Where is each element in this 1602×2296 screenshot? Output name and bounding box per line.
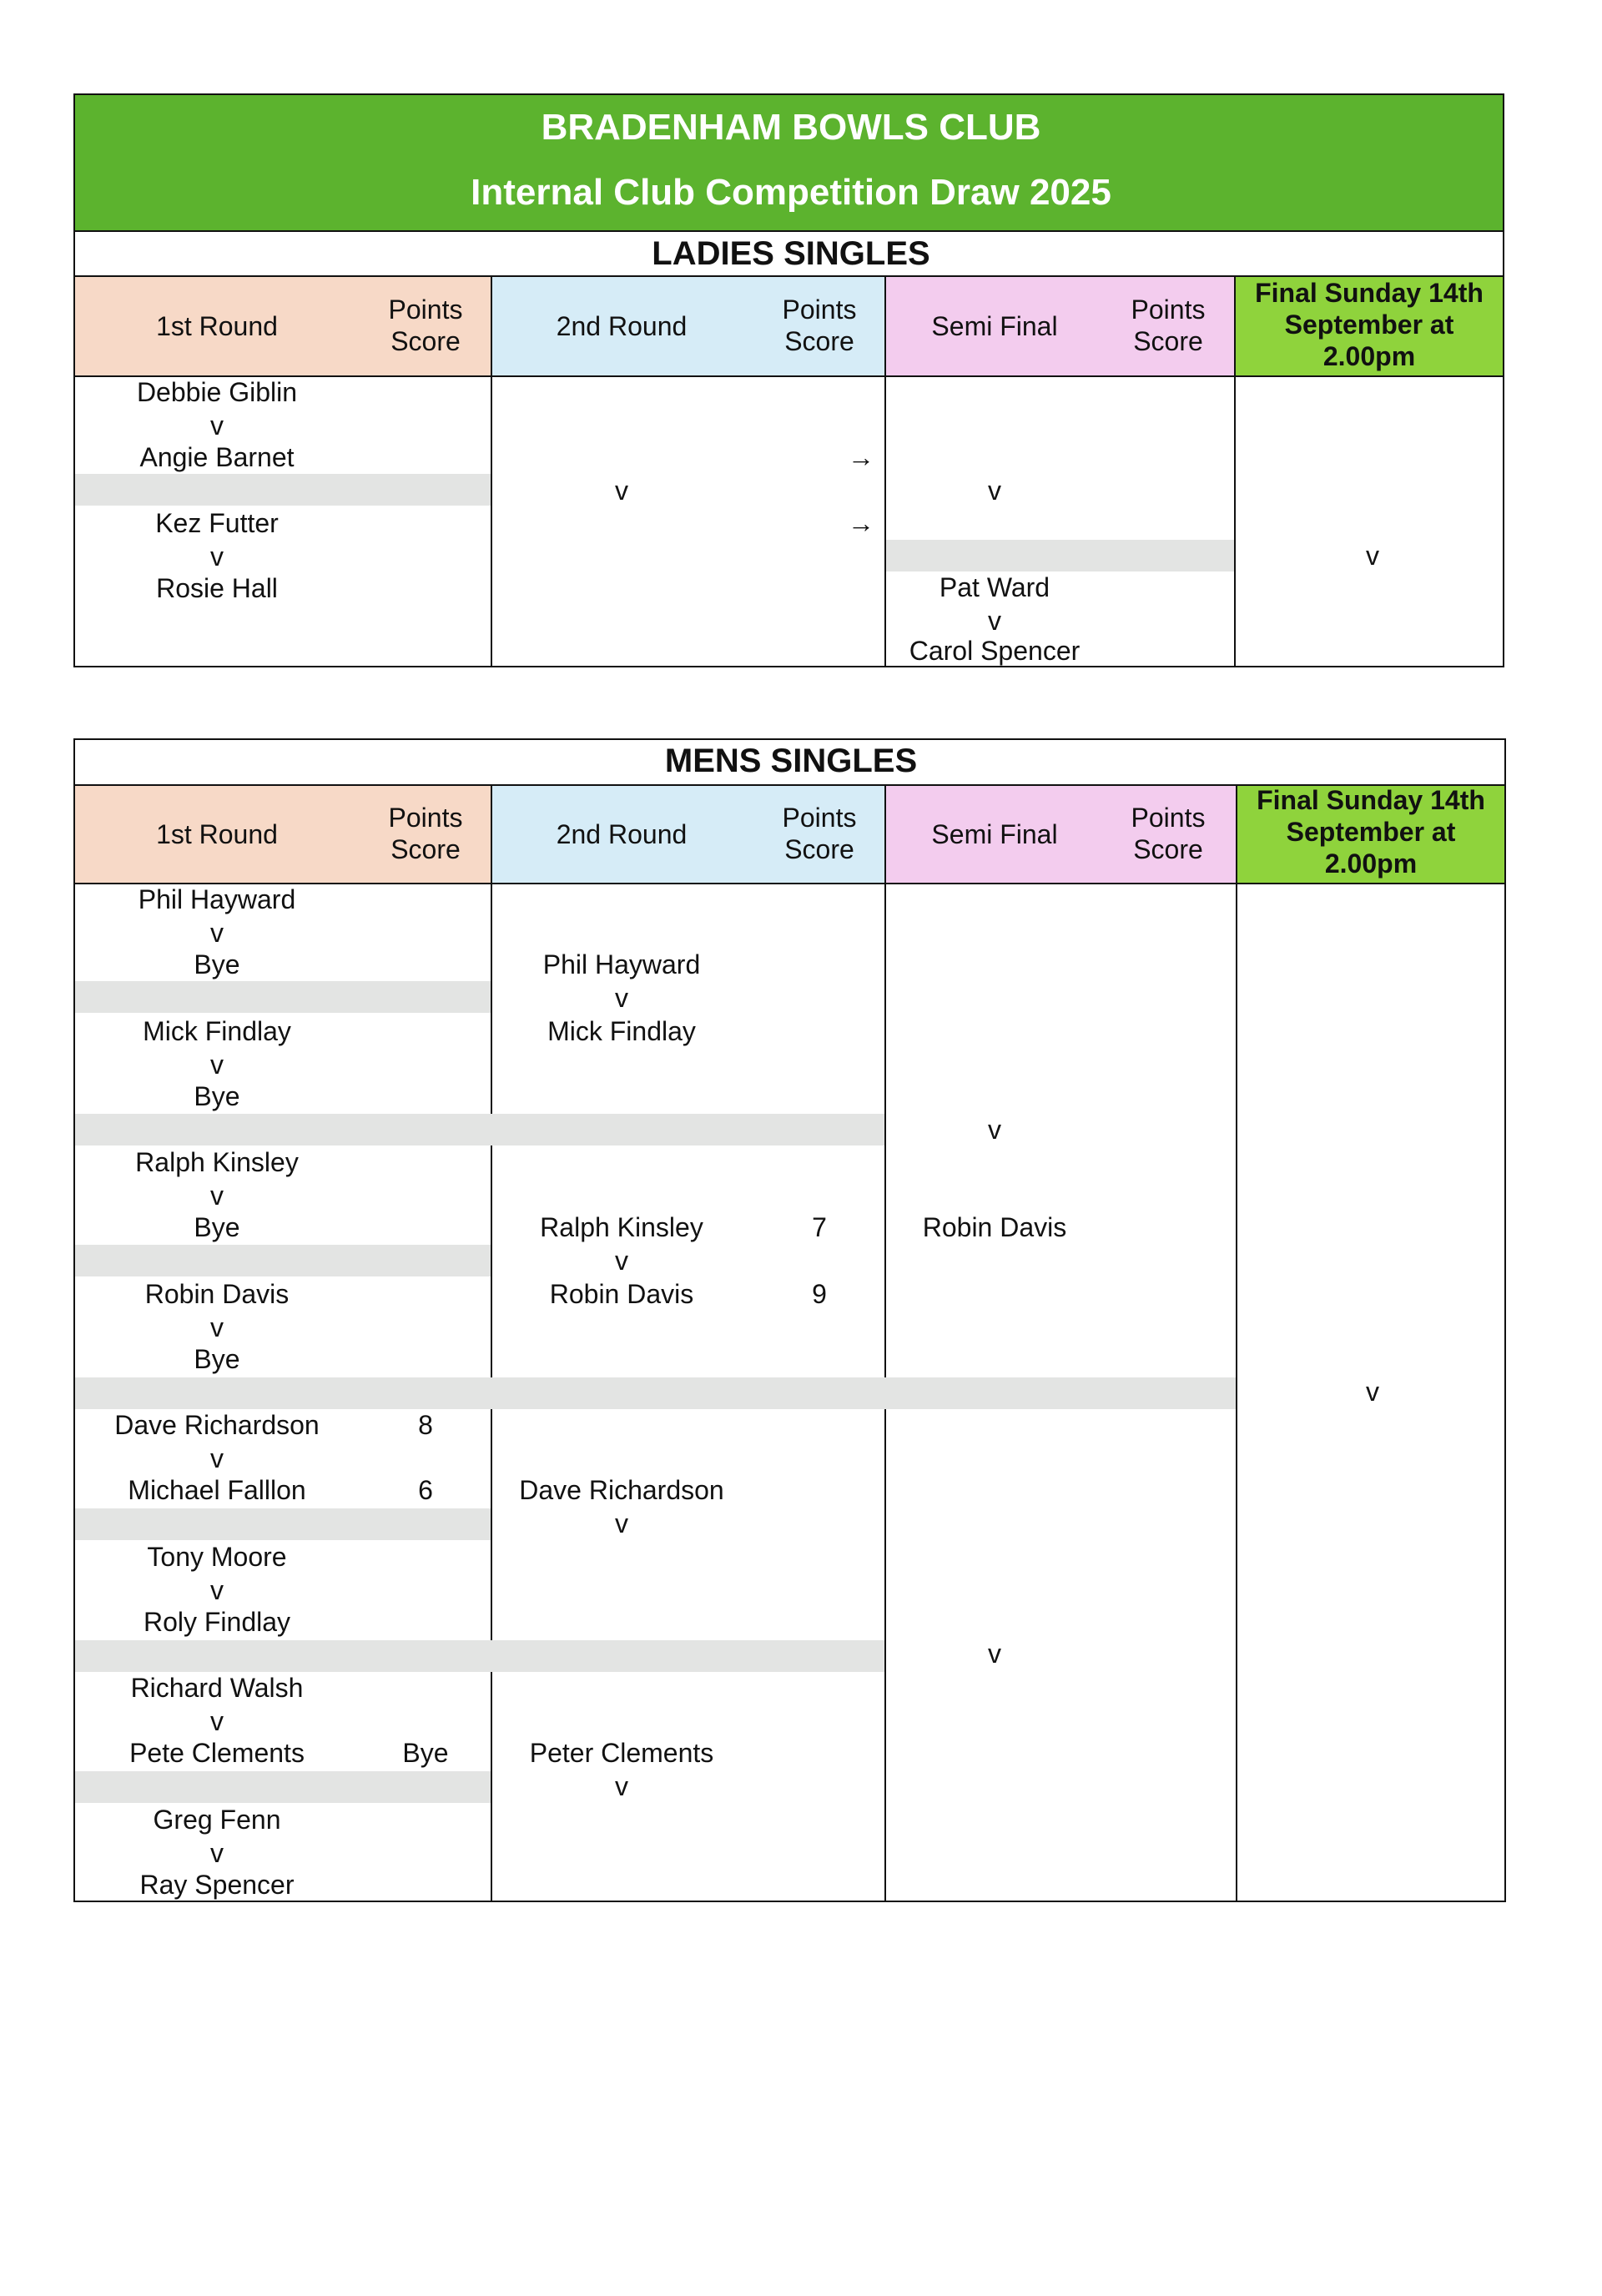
mens-final-label: Final Sunday 14th September at 2.00pm (1257, 785, 1485, 879)
ladies-semi-versus-2: v (988, 606, 1001, 636)
mens-r1-m6-player1: Tony Moore (147, 1542, 287, 1572)
ladies-semi-player1: Pat Ward (939, 572, 1050, 602)
mens-r1-m2-versus: v (210, 1050, 224, 1080)
mens-r1-m7-player2: Pete Clements (129, 1738, 305, 1768)
mens-r2-m4-versus: v (615, 1771, 628, 1801)
mens-r1-m8-player1: Greg Fenn (153, 1805, 281, 1835)
mens-r1-m7-score2: Bye (402, 1738, 449, 1768)
mens-r2-m1-player2: Mick Findlay (547, 1016, 696, 1046)
ladies-round1-label: 1st Round (156, 311, 278, 341)
mens-semi-points-label: Points Score (1131, 803, 1206, 864)
ladies-r1-m2-player1: Kez Futter (155, 508, 279, 538)
ladies-title: LADIES SINGLES (652, 235, 930, 272)
mens-semi-label: Semi Final (931, 819, 1058, 849)
ladies-semi-label: Semi Final (931, 311, 1058, 341)
ladies-semi-player2: Carol Spencer (909, 636, 1081, 666)
club-name: BRADENHAM BOWLS CLUB (541, 107, 1041, 148)
mens-r1-m5-score1: 8 (418, 1410, 433, 1440)
mens-r1-m5-versus: v (210, 1443, 224, 1473)
mens-r1-m6-versus: v (210, 1575, 224, 1605)
mens-r1-m7-player1: Richard Walsh (130, 1673, 304, 1703)
ladies-r2-arrow-2: → (848, 508, 874, 538)
mens-r1-m6-player2: Roly Findlay (143, 1607, 291, 1637)
mens-r1-m7-versus: v (210, 1706, 224, 1736)
ladies-round2-points-label: Points Score (782, 295, 857, 356)
ladies-r2-arrow-1: → (848, 442, 874, 472)
mens-round1-label: 1st Round (156, 819, 278, 849)
mens-r2-m2-score2: 9 (812, 1279, 827, 1309)
mens-r1-m8-player2: Ray Spencer (139, 1870, 295, 1900)
ladies-semi-points-label: Points Score (1131, 295, 1206, 356)
mens-round2-label: 2nd Round (556, 819, 688, 849)
mens-round2-points-label: Points Score (782, 803, 857, 864)
mens-title: MENS SINGLES (664, 743, 918, 779)
mens-semi-versus-1: v (988, 1115, 1001, 1145)
ladies-semi-versus-1: v (988, 476, 1001, 506)
mens-r2-m1-player1: Phil Hayward (542, 949, 701, 979)
ladies-r2-versus: v (615, 476, 628, 506)
mens-r1-m8-versus: v (210, 1838, 224, 1868)
mens-r2-m2-versus: v (615, 1246, 628, 1276)
ladies-final-label: Final Sunday 14th September at 2.00pm (1255, 278, 1484, 371)
mens-semi-player1: Robin Davis (922, 1212, 1067, 1242)
mens-r1-m1-player1: Phil Hayward (138, 884, 296, 914)
mens-r1-m2-player2: Bye (194, 1081, 240, 1111)
mens-r1-m5-player1: Dave Richardson (114, 1410, 320, 1440)
mens-r1-m3-player2: Bye (194, 1212, 240, 1242)
mens-r2-m2-player1: Ralph Kinsley (540, 1212, 703, 1242)
competition-title: Internal Club Competition Draw 2025 (471, 172, 1111, 213)
mens-r2-m3-versus: v (615, 1508, 628, 1538)
mens-r2-m3-player1: Dave Richardson (519, 1475, 724, 1505)
ladies-round2-label: 2nd Round (556, 311, 688, 341)
mens-r1-m3-player1: Ralph Kinsley (135, 1147, 299, 1177)
mens-r2-m2-score1: 7 (812, 1212, 827, 1242)
mens-r1-m5-score2: 6 (418, 1475, 433, 1505)
mens-r1-m5-player2: Michael Falllon (128, 1475, 306, 1505)
ladies-r1-m2-player2: Rosie Hall (156, 573, 278, 603)
mens-r1-m4-player1: Robin Davis (144, 1279, 290, 1309)
mens-r1-m1-player2: Bye (194, 949, 240, 979)
ladies-r1-m2-versus: v (210, 541, 224, 571)
ladies-r1-m1-versus: v (210, 410, 224, 441)
ladies-r1-m1-player2: Angie Barnet (139, 442, 295, 472)
mens-r1-m1-versus: v (210, 918, 224, 948)
mens-r2-m1-versus: v (615, 983, 628, 1013)
ladies-r1-m1-player1: Debbie Giblin (136, 377, 298, 407)
mens-semi-versus-2: v (988, 1639, 1001, 1669)
mens-r1-m4-versus: v (210, 1312, 224, 1342)
mens-r2-m2-player2: Robin Davis (549, 1279, 694, 1309)
mens-r1-m3-versus: v (210, 1181, 224, 1211)
mens-r1-m2-player1: Mick Findlay (143, 1016, 291, 1046)
ladies-final-versus: v (1366, 541, 1379, 571)
mens-round1-points-label: Points Score (388, 803, 463, 864)
mens-final-versus: v (1366, 1377, 1379, 1407)
mens-r1-m4-player2: Bye (194, 1344, 240, 1374)
ladies-round1-points-label: Points Score (388, 295, 463, 356)
mens-r2-m4-player1: Peter Clements (529, 1738, 714, 1768)
